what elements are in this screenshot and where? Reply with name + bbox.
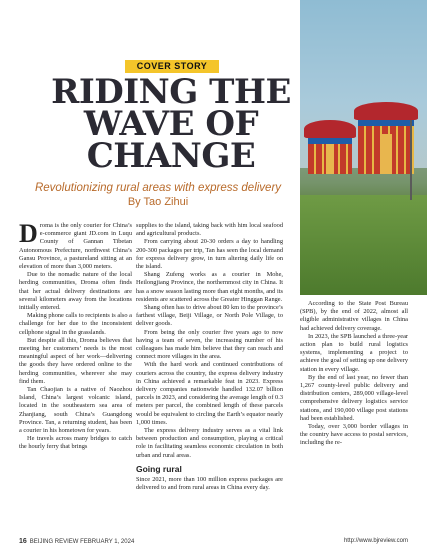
paragraph: With the hard work and continued contributions of couriers across the country, the express delivery industry in China achieved a remarkable feat in 2023. Express delivery companies nationwide handled 132.07 billion parcels in 2023, and considering the average length of 0.3 meters per parcel, the combined length of these parcels would be equivalent to circling the Earth’s equator nearly 1,000 times. xyxy=(136,361,283,426)
paragraph: From carrying about 20-30 orders a day to handling 200-300 packages per trip, Tan has seen the local demand for express delivery grow, in turn altering daily life on the island. xyxy=(136,238,283,271)
tent-roof xyxy=(354,102,418,120)
page-footer xyxy=(19,538,408,548)
paragraph: supplies to the island, taking back with him local seafood and agricultural products. xyxy=(136,222,283,238)
photo-grassland xyxy=(300,195,427,295)
paragraph: From being the only courier five years ago to now having a team of seven, the increasing number of his colleagues has made him believe that they can reach and connect more villages in the area. xyxy=(136,328,283,361)
website-url: http://www.bjreview.com xyxy=(343,538,408,544)
paragraph: In 2023, the SPB launched a three-year action plan to build rural logistics systems, implementing a project to achieve the goal of setting up one delivery station in every village. xyxy=(300,332,408,373)
drop-cap: D xyxy=(19,219,38,248)
paragraph: Due to the nomadic nature of the local herding communities, Droma often finds that her actual delivery destinations are several kilometers away from the locations initially entered. xyxy=(19,271,132,312)
article-column-1 xyxy=(19,219,132,452)
photo-pole xyxy=(410,120,412,200)
paragraph: By the end of last year, no fewer than 1,267 county-level public delivery and distribution centers, 289,000 village-level comprehensive delivery logistics service stations, and 190,000 village post stations had been established. xyxy=(300,373,408,422)
article-column-3 xyxy=(300,300,408,448)
subheading: Going rural xyxy=(136,463,182,474)
paragraph: Tan Chaojian is a native of Naozhou Island, China’s largest volcanic island, located in the southeastern sea area of Zhanjiang, south China’s Guangdong Province. Tan, a returning student, has been a courier in his hometown for years. xyxy=(19,386,132,435)
deck: Revolutionizing rural areas with express delivery xyxy=(34,182,282,194)
publication-date: BEIJING REVIEW FEBRUARY 1, 2024 xyxy=(29,539,135,545)
cover-photo xyxy=(300,0,427,295)
headline xyxy=(40,72,302,176)
article-column-2 xyxy=(136,222,283,492)
photo-tent-large xyxy=(358,102,414,174)
tent-roof xyxy=(304,120,356,138)
paragraph xyxy=(19,219,132,271)
paragraph-text: roma is the only courier for China’s e-commerce giant JD.com in Luqu County of Gannan Tibetan Autonomous Prefecture, northwest China’s Gansu Province, a pastureland sitting at an elevation of more than 3,000 meters. xyxy=(19,222,132,271)
paragraph: Today, over 3,000 border villages in the country have access to postal services, including the re- xyxy=(300,423,408,447)
paragraph: According to the State Post Bureau (SPB), by the end of 2022, almost all eligible administrative villages in China had achieved delivery coverage. xyxy=(300,300,408,332)
paragraph: Shang Zufeng works as a courier in Mohe, Heilongjiang Province, the northernmost city in China. It has a snow season lasting more than eight months, and its residents are scattered across the Greater Hinggan Range. xyxy=(136,271,283,303)
headline-line: WAVE OF xyxy=(83,104,259,144)
tent-door xyxy=(326,144,335,174)
paragraph: He travels across many bridges to catch the hourly ferry that brings xyxy=(19,435,132,451)
photo-tent-small xyxy=(308,120,352,174)
section-kicker: COVER STORY xyxy=(125,60,219,73)
byline: By Tao Zihui xyxy=(127,196,189,208)
paragraph: But despite all this, Droma believes that meeting her customers’ needs is the most meaningful aspect of her work—delivering the goods they have ordered online to the herding communities, wherever she may find them. xyxy=(19,336,132,385)
headline-line: CHANGE xyxy=(86,136,256,176)
paragraph: The express delivery industry serves as a vital link between production and consumption, playing a critical role in facilitating seamless economic circulation in both urban and rural areas. xyxy=(136,427,283,459)
paragraph: Shang often has to drive about 80 km to the province’s farthest village, Beiji Village, or North Pole Village, to deliver goods. xyxy=(136,304,283,328)
folio xyxy=(19,538,134,545)
headline-line: RIDING THE xyxy=(51,72,291,112)
paragraph: Since 2021, more than 100 million express packages are delivered to and from rural areas in China every day. xyxy=(136,475,283,492)
page-number: 16 xyxy=(19,538,27,545)
paragraph: Making phone calls to recipients is also a challenge for her due to the inconsistent cellphone signal in the grasslands. xyxy=(19,312,132,336)
tent-door xyxy=(380,134,391,174)
